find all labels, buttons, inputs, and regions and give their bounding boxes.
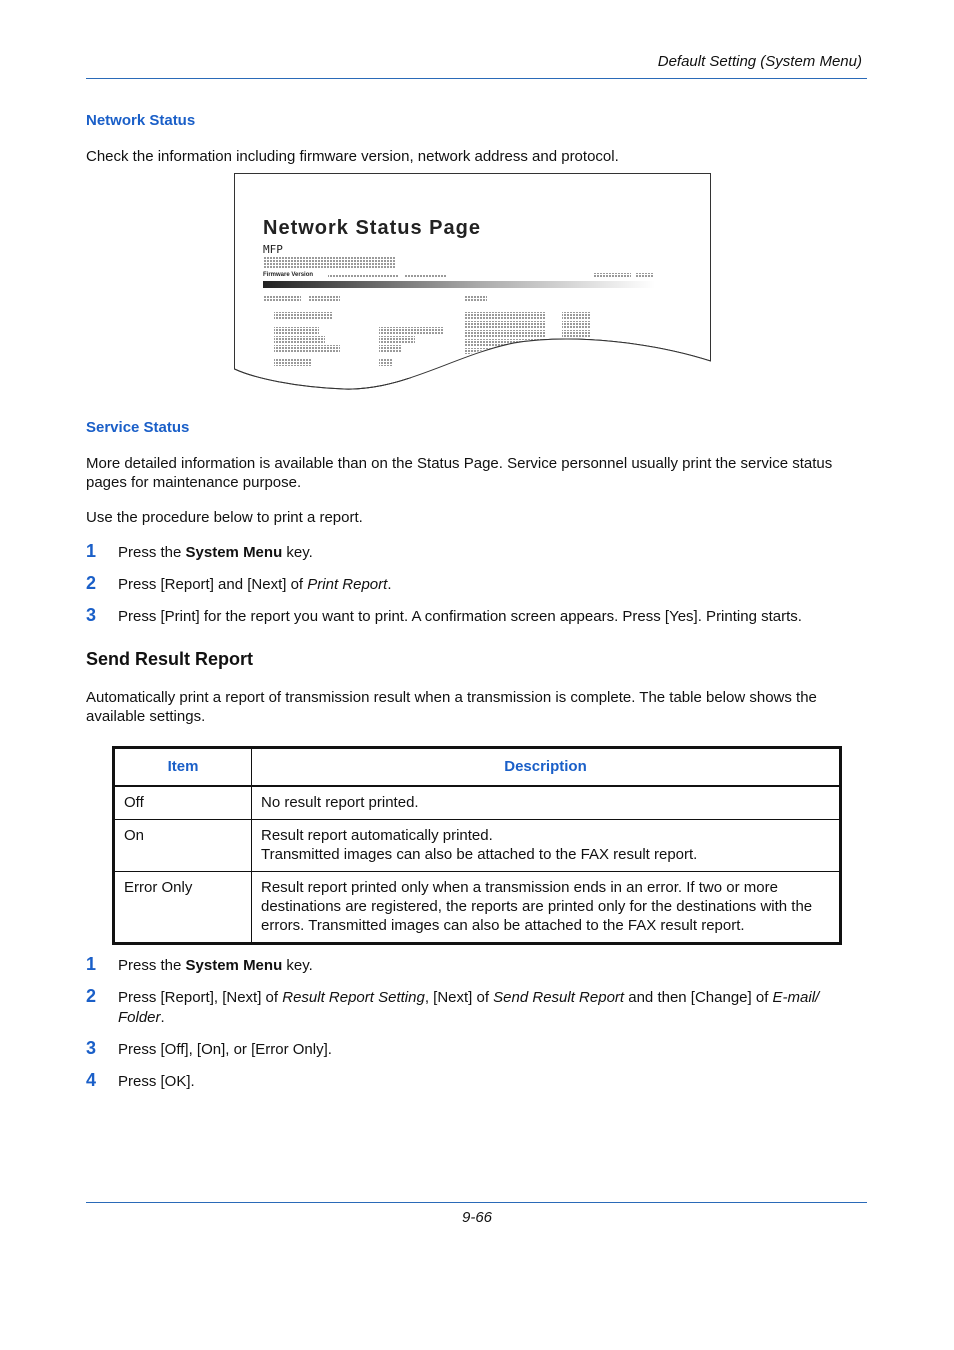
step-number: 3 <box>86 605 97 625</box>
illustration-firmware-label: Firmware Version <box>263 272 314 278</box>
network-status-description: Check the information including firmware version, network address and protocol. <box>86 148 619 165</box>
service-status-procedure-intro: Use the procedure below to print a report. <box>86 509 363 526</box>
step-text: Press [Off], [On], or [Error Only]. <box>118 1041 332 1058</box>
table-cell-item: Error Only <box>114 872 252 944</box>
step-number: 2 <box>86 573 97 593</box>
table-row <box>114 786 841 820</box>
table-header-row <box>114 748 841 787</box>
table-cell-description: Result report printed only when a transmission ends in an error. If two or more destinations are registered, the reports are printed only for the destinations with the errors. Transmitted images can also be attached to the FAX result report. <box>252 872 841 944</box>
footer-rule <box>86 1202 867 1203</box>
page-number: 9-66 <box>461 1209 493 1226</box>
step-number: 2 <box>86 986 97 1006</box>
table-cell-item: Off <box>114 786 252 820</box>
table-cell-description: Result report automatically printed. Transmitted images can also be attached to the FAX result report. <box>252 820 841 872</box>
running-header: Default Setting (System Menu) <box>657 53 862 70</box>
table-cell-description: No result report printed. <box>252 786 841 820</box>
header-rule <box>86 78 867 79</box>
settings-table <box>112 746 842 945</box>
step-number: 1 <box>86 541 97 561</box>
table-row <box>114 872 841 944</box>
column-header-item: Item <box>114 748 252 787</box>
send-result-report-heading: Send Result Report <box>86 649 254 669</box>
column-header-description: Description <box>252 748 841 787</box>
network-status-heading: Network Status <box>86 112 196 129</box>
step-text: Press the System Menu key. <box>118 544 313 561</box>
illustration-title: Network Status Page <box>263 217 481 239</box>
step-text: Press [OK]. <box>118 1073 195 1090</box>
step-number: 4 <box>86 1070 97 1090</box>
step-text: Press [Print] for the report you want to print. A confirmation screen appears. Press [Yes]. Printing starts. <box>118 608 802 625</box>
step-text: Press [Report] and [Next] of Print Report. <box>118 576 392 593</box>
step-number: 3 <box>86 1038 97 1058</box>
illustration-model: MFP <box>263 243 283 256</box>
service-status-paragraph: More detailed information is available than on the Status Page. Service personnel usually print the service status pages for maintenance purpose. <box>86 455 833 491</box>
table-cell-item: On <box>114 820 252 872</box>
step-text: Press [Report], [Next] of Result Report Setting, [Next] of Send Result Report and then [Change] of E-mail/ Folder. <box>118 989 820 1026</box>
step-text: Press the System Menu key. <box>118 957 313 974</box>
network-status-page-illustration <box>234 173 712 393</box>
step-number: 1 <box>86 954 97 974</box>
table-row <box>114 820 841 872</box>
service-status-heading: Service Status <box>86 419 190 436</box>
send-result-report-paragraph: Automatically print a report of transmission result when a transmission is complete. The table below shows the available settings. <box>86 689 817 725</box>
